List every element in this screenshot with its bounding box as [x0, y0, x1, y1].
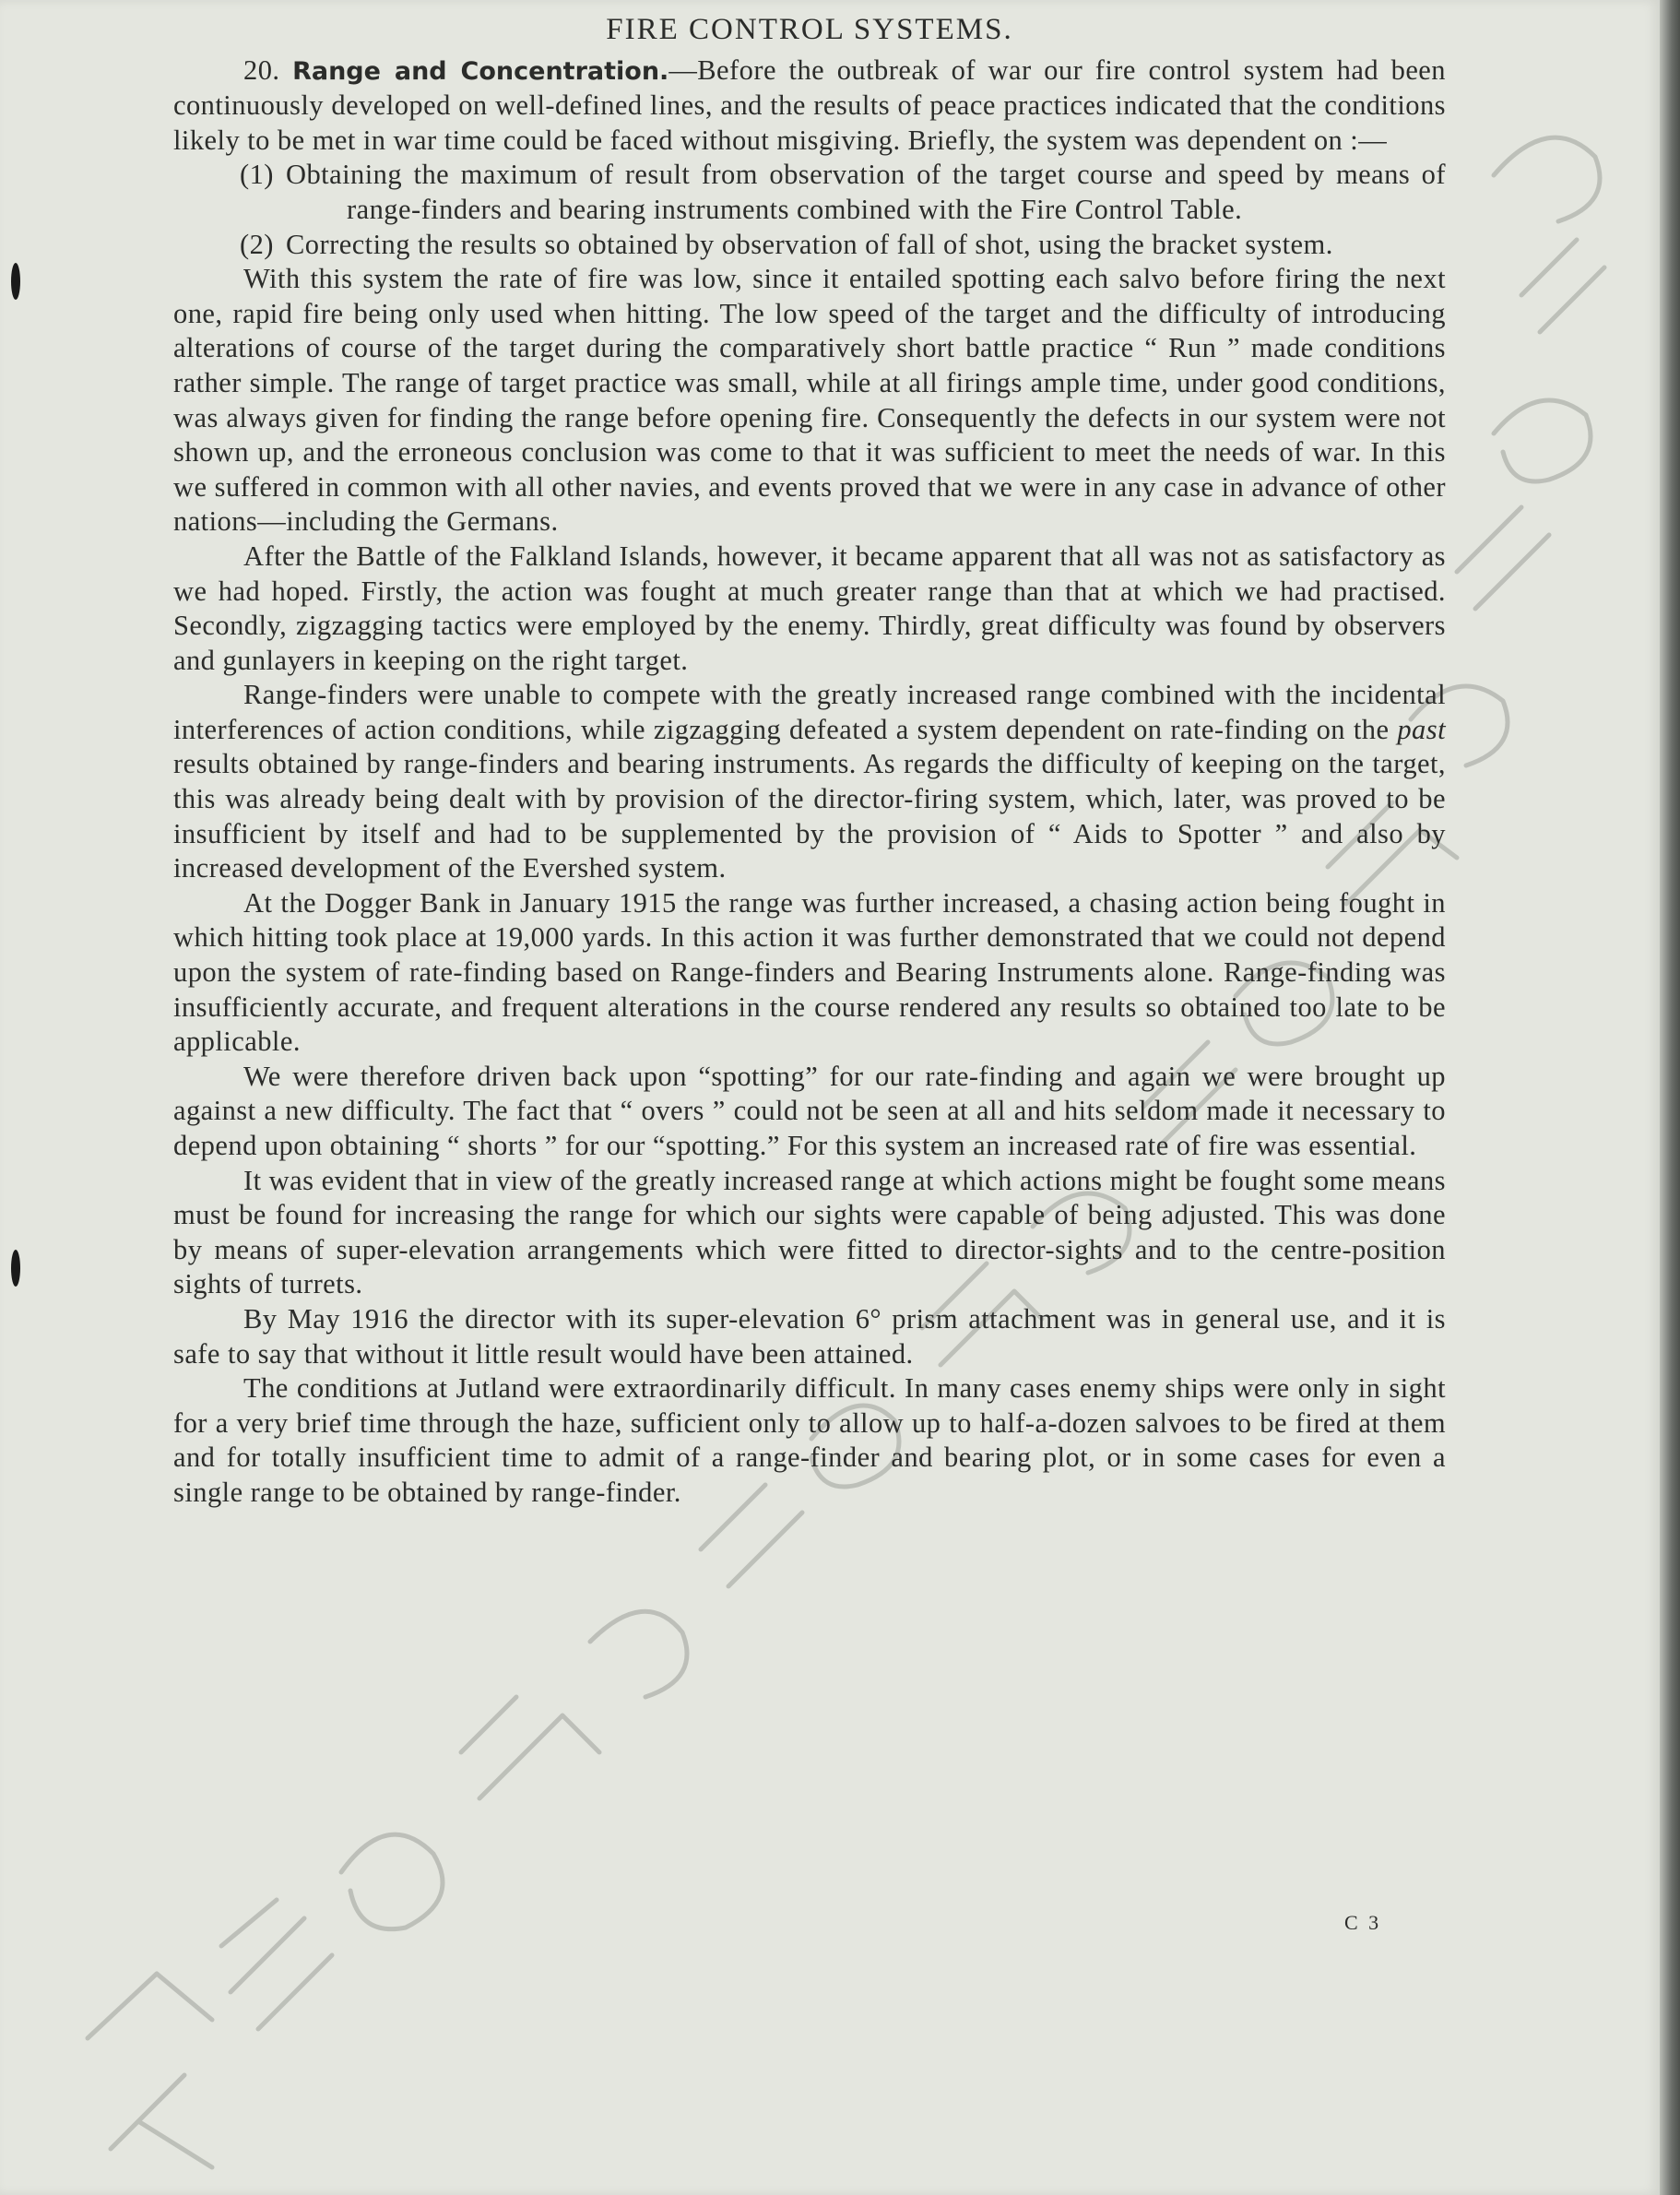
page-edge-shadow [1660, 0, 1680, 2195]
paragraph-text: Range-finders were unable to compete with the greatly increased range combined with the incidental interferences of action conditions, while zigzagging defeated a system dependent on rate-finding on the [173, 679, 1446, 745]
list-item-number: (1) [240, 159, 274, 191]
list-item [173, 158, 1446, 227]
body-paragraph: It was evident that in view of the greatly increased range at which actions might be fought some means must be found for increasing the range for which our sights were capable of being adjusted. This was done by means of super-elevation arrangements which were fitted to director-sights and to the centre-position sights of turrets. [173, 1164, 1446, 1300]
section-paragraph [173, 53, 1446, 159]
body-paragraph: By May 1916 the director with its super-elevation 6° prism attachment was in general use, and it is safe to say that without it little result would have been attained. [173, 1302, 1446, 1370]
page-title: FIRE CONTROL SYSTEMS. [606, 13, 1013, 46]
section-number: 20. [243, 53, 280, 86]
punch-hole [11, 263, 20, 300]
paragraph-text: results obtained by range-finders and bearing instruments. As regards the difficulty of keeping on the target, this was already being dealt with by provision of the director-firing system, which, later, was proved to be insufficient by itself and had to be supplemented by the provision of “ Aids to Spotter ” and also by increased development of the Evershed system. [173, 748, 1446, 884]
body-paragraph: The conditions at Jutland were extraordinarily difficult. In many cases enemy ships were only in sight for a very brief time through the haze, sufficient only to allow up to half-a-dozen salvoes to be fired at them and for totally insufficient time to admit of a range-finder and bearing plot, or in some cases for even a single range to be obtained by range-finder. [173, 1372, 1446, 1508]
page-content [173, 13, 1446, 1511]
list-item [173, 228, 1446, 263]
body-paragraph: We were therefore driven back upon “spotting” for our rate-finding and again we were brought up against a new difficulty. The fact that “ overs ” could not be seen at all and hits seldom made it necessary to depend upon obtaining “ shorts ” for our “spotting.” For this system an increased rate of fire was essential. [173, 1060, 1446, 1161]
punch-hole [11, 1250, 20, 1287]
emphasis-text: past [1397, 713, 1446, 745]
list-item-text: Obtaining the maximum of result from observation of the target course and speed by means of range-finders and bearing instruments combined with the Fire Control Table. [286, 159, 1446, 225]
section-heading: Range and Concentration. [292, 56, 669, 86]
body-paragraph: After the Battle of the Falkland Islands, however, it became apparent that all was not as satisfactory as we had hoped. Firstly, the action was fought at much greater range than that at which we had practised. Secondly, zigzagging tactics were employed by the enemy. Thirdly, great difficulty was found by observers and gunlayers in keeping on the right target. [173, 540, 1446, 676]
body-paragraph: At the Dogger Bank in January 1915 the range was further increased, a chasing action being fought in which hitting took place at 19,000 yards. In this action it was further demonstrated that we could not depend upon the system of rate-finding based on Range-finders and Bearing Instruments alone. Range-finding was insufficiently accurate, and frequent alterations in the course rendered any results so obtained too late to be applicable. [173, 886, 1446, 1058]
list-item-number: (2) [240, 228, 274, 260]
numbered-list [173, 158, 1446, 262]
list-item-text: Correcting the results so obtained by observation of fall of shot, using the bracket system. [286, 228, 1333, 260]
body-paragraph: With this system the rate of fire was low, since it entailed spotting each salvo before firing the next one, rapid fire being only used when hitting. The low speed of the target and the difficulty of introducing alterations of course of the target during the comparatively short battle practice “ Run ” made conditions rather simple. The range of target practice was small, while at all firings ample time, under good conditions, was always given for finding the range before opening fire. Consequently the defects in our system were not shown up, and the erroneous conclusion was come to that it was sufficient to meet the needs of war. In this we suffered in common with all other navies, and events proved that we were in any case in advance of other nations—including the Germans. [173, 263, 1446, 538]
page-folio: C 3 [1344, 1911, 1382, 1934]
body-paragraph [173, 678, 1446, 886]
section-intro: —Before the outbreak of war our fire control system had been continuously developed on well-defined lines, and the results of peace practices indicated that the conditions likely to be met in war time could be faced without misgiving. Briefly, the system was dependent on :— [173, 53, 1446, 156]
